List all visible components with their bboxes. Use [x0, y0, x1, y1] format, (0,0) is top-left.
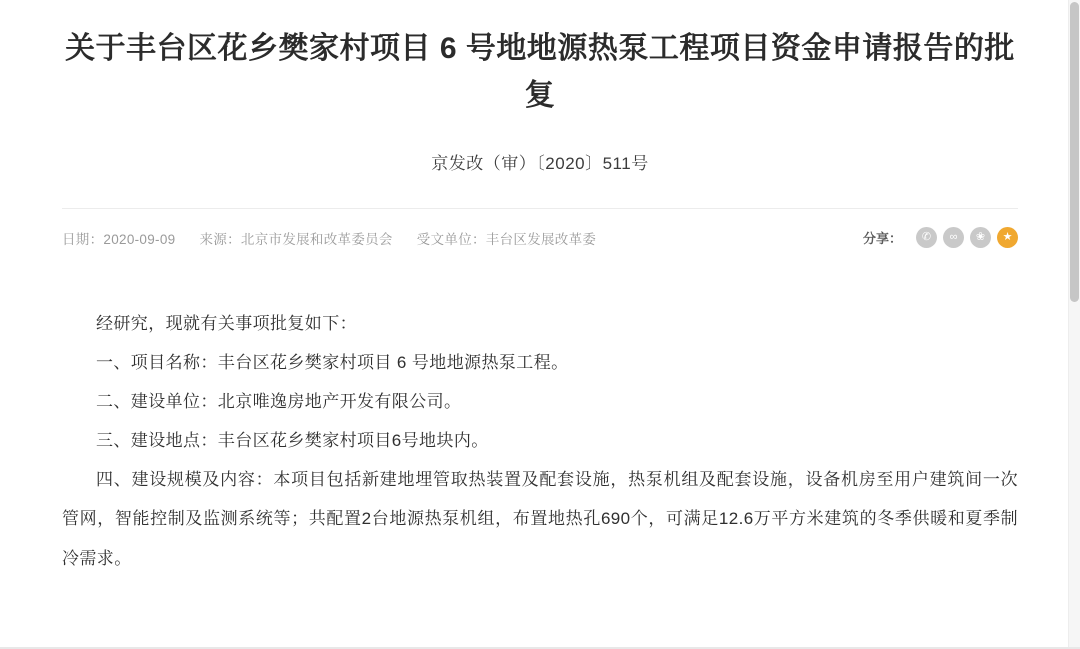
favorite-icon[interactable]: ★: [997, 227, 1018, 248]
paragraph-project-name: 一、项目名称：丰台区花乡樊家村项目 6 号地地源热泵工程。: [96, 353, 569, 373]
meta-recipient: 受文单位：丰台区发展改革委: [416, 231, 597, 247]
share-label: 分享：: [862, 231, 902, 246]
meta-info: [62, 228, 596, 248]
page-title: 关于丰台区花乡樊家村项目 6 号地地源热泵工程项目资金申请报告的批复: [65, 32, 1015, 112]
meta-source: 来源：北京市发展和改革委员会: [199, 231, 393, 247]
share-icons: [910, 227, 1018, 248]
paragraph-build-location: 三、建设地点：丰台区花乡樊家村项目6号地块内。: [96, 431, 489, 451]
qq-icon[interactable]: ❀: [970, 227, 991, 248]
paragraph-build-scope: 四、建设规模及内容：本项目包括新建地埋管取热装置及配套设施，热泵机组及配套设施，设备机房至用户建筑间一次管网，智能控制及监测系统等；共配置2台地源热泵机组，布置地热孔690个，可满足12.6万平方米建筑的冬季供暖和夏季制冷需求。: [62, 470, 1018, 568]
document-body: [0, 248, 1080, 578]
meta-row: [0, 209, 1080, 248]
document-number: 京发改（审）〔2020〕511号: [431, 154, 649, 173]
meta-date: 日期：2020-09-09: [62, 231, 176, 247]
paragraph-intro: 经研究，现就有关事项批复如下：: [96, 314, 357, 333]
scrollbar-thumb[interactable]: [1070, 2, 1079, 302]
wechat-icon[interactable]: ✆: [916, 227, 937, 248]
weibo-icon[interactable]: ∞: [943, 227, 964, 248]
scrollbar[interactable]: [1068, 0, 1080, 649]
paragraph-build-unit: 二、建设单位：北京唯逸房地产开发有限公司。: [96, 392, 462, 412]
share-box: [863, 227, 1018, 248]
